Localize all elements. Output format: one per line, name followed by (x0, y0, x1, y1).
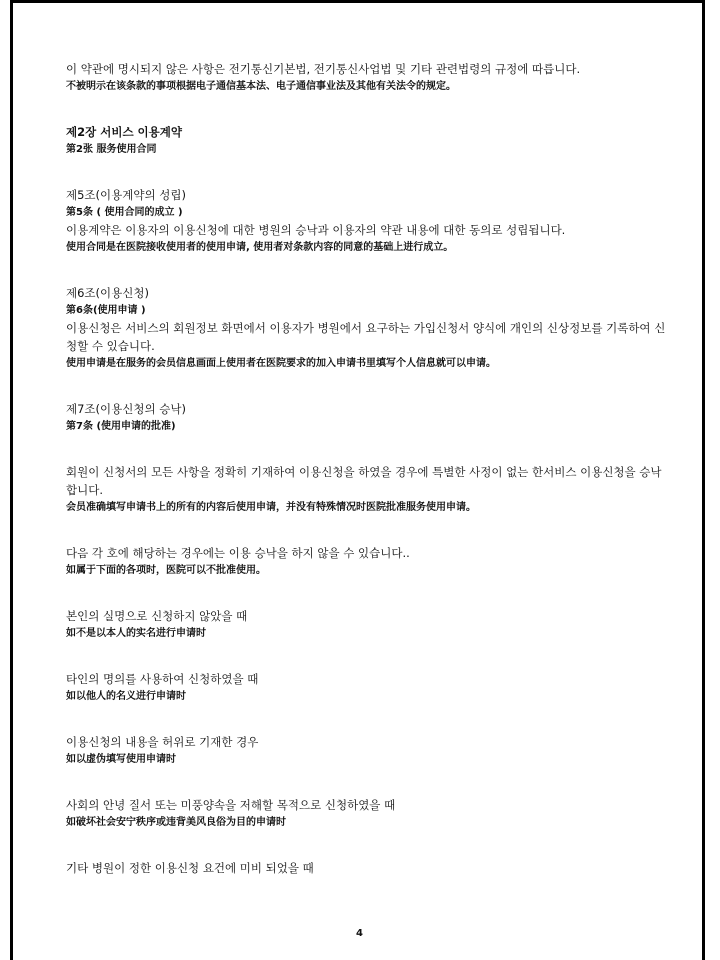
paragraph-gap (66, 516, 666, 544)
paragraph-gap (66, 372, 666, 400)
chinese-paragraph: 不被明示在该条款的事项根据电子通信基本法、电子通信事业法及其他有关法令的规定。 (66, 81, 456, 92)
korean-paragraph: 이용계약은 이용자의 이용신청에 대한 병원의 승낙과 이용자의 약관 내용에 대한 동의로 성립됩니다. (66, 223, 566, 237)
paragraph-gap (66, 256, 666, 284)
chinese-paragraph: 使用申请是在服务的会员信息画面上使用者在医院要求的加入申请书里填写个人信息就可以申请。 (66, 358, 496, 369)
korean-paragraph: 회원이 신청서의 모든 사항을 정확히 기재하여 이용신청을 하였을 경우에 특별한 사정이 없는 한서비스 이용신청을 승낙합니다. (66, 465, 662, 497)
korean-paragraph: 다음 각 호에 해당하는 경우에는 이용 승낙을 하지 않을 수 있습니다.. (66, 546, 410, 560)
document-page (66, 60, 666, 877)
korean-paragraph: 이 약관에 명시되지 않은 사항은 전기통신기본법, 전기통신사업법 및 기타 관련법령의 규정에 따릅니다. (66, 62, 581, 76)
page-number: 4 (356, 928, 363, 939)
chinese-paragraph: 如以他人的名义进行申请时 (66, 691, 186, 702)
korean-paragraph: 제7조(이용신청의 승낙) (66, 402, 186, 416)
chinese-paragraph: 第2张 服务使用合同 (66, 144, 157, 155)
paragraph-gap (66, 642, 666, 670)
chapter-heading: 제2장 서비스 이용계약 (66, 125, 182, 139)
korean-paragraph: 제6조(이용신청) (66, 286, 149, 300)
paragraph-gap (66, 705, 666, 733)
paragraph-gap (66, 435, 666, 463)
korean-paragraph: 기타 병원이 정한 이용신청 요건에 미비 되었을 때 (66, 861, 314, 875)
paragraph-gap (66, 579, 666, 607)
korean-paragraph: 이용신청은 서비스의 회원정보 화면에서 이용자가 병원에서 요구하는 가입신청서 양식에 개인의 신상정보를 기록하여 신청할 수 있습니다. (66, 321, 666, 353)
chinese-paragraph: 使用合同是在医院接收使用者的使用申请, 使用者对条款内容的同意的基础上进行成立。 (66, 242, 454, 253)
chinese-paragraph: 会员准确填写申请书上的所有的内容后使用申请，并没有特殊情况时医院批准服务使用申请。 (66, 502, 476, 513)
paragraph-gap (66, 831, 666, 859)
korean-paragraph: 이용신청의 내용을 허위로 기재한 경우 (66, 735, 259, 749)
korean-paragraph: 사회의 안녕 질서 또는 미풍양속을 저해할 목적으로 신청하였을 때 (66, 798, 396, 812)
chinese-paragraph: 如以虚伪填写使用申请时 (66, 754, 176, 765)
chinese-paragraph: 如破坏社会安宁秩序或违背美风良俗为目的申请时 (66, 817, 286, 828)
chinese-paragraph: 如属于下面的各项时，医院可以不批准使用。 (66, 565, 266, 576)
paragraph-gap (66, 158, 666, 186)
korean-paragraph: 본인의 실명으로 신청하지 않았을 때 (66, 609, 248, 623)
paragraph-gap (66, 768, 666, 796)
chinese-paragraph: 第6条(使用申请 ) (66, 305, 146, 316)
chinese-paragraph: 如不是以本人的实名进行申请时 (66, 628, 206, 639)
chinese-paragraph: 第5条 ( 使用合同的成立 ) (66, 207, 183, 218)
paragraph-gap (66, 95, 666, 123)
chinese-paragraph: 第7条 (使用申请的批准) (66, 421, 176, 432)
korean-paragraph: 제5조(이용계약의 성립) (66, 188, 186, 202)
korean-paragraph: 타인의 명의를 사용하여 신청하였을 때 (66, 672, 259, 686)
